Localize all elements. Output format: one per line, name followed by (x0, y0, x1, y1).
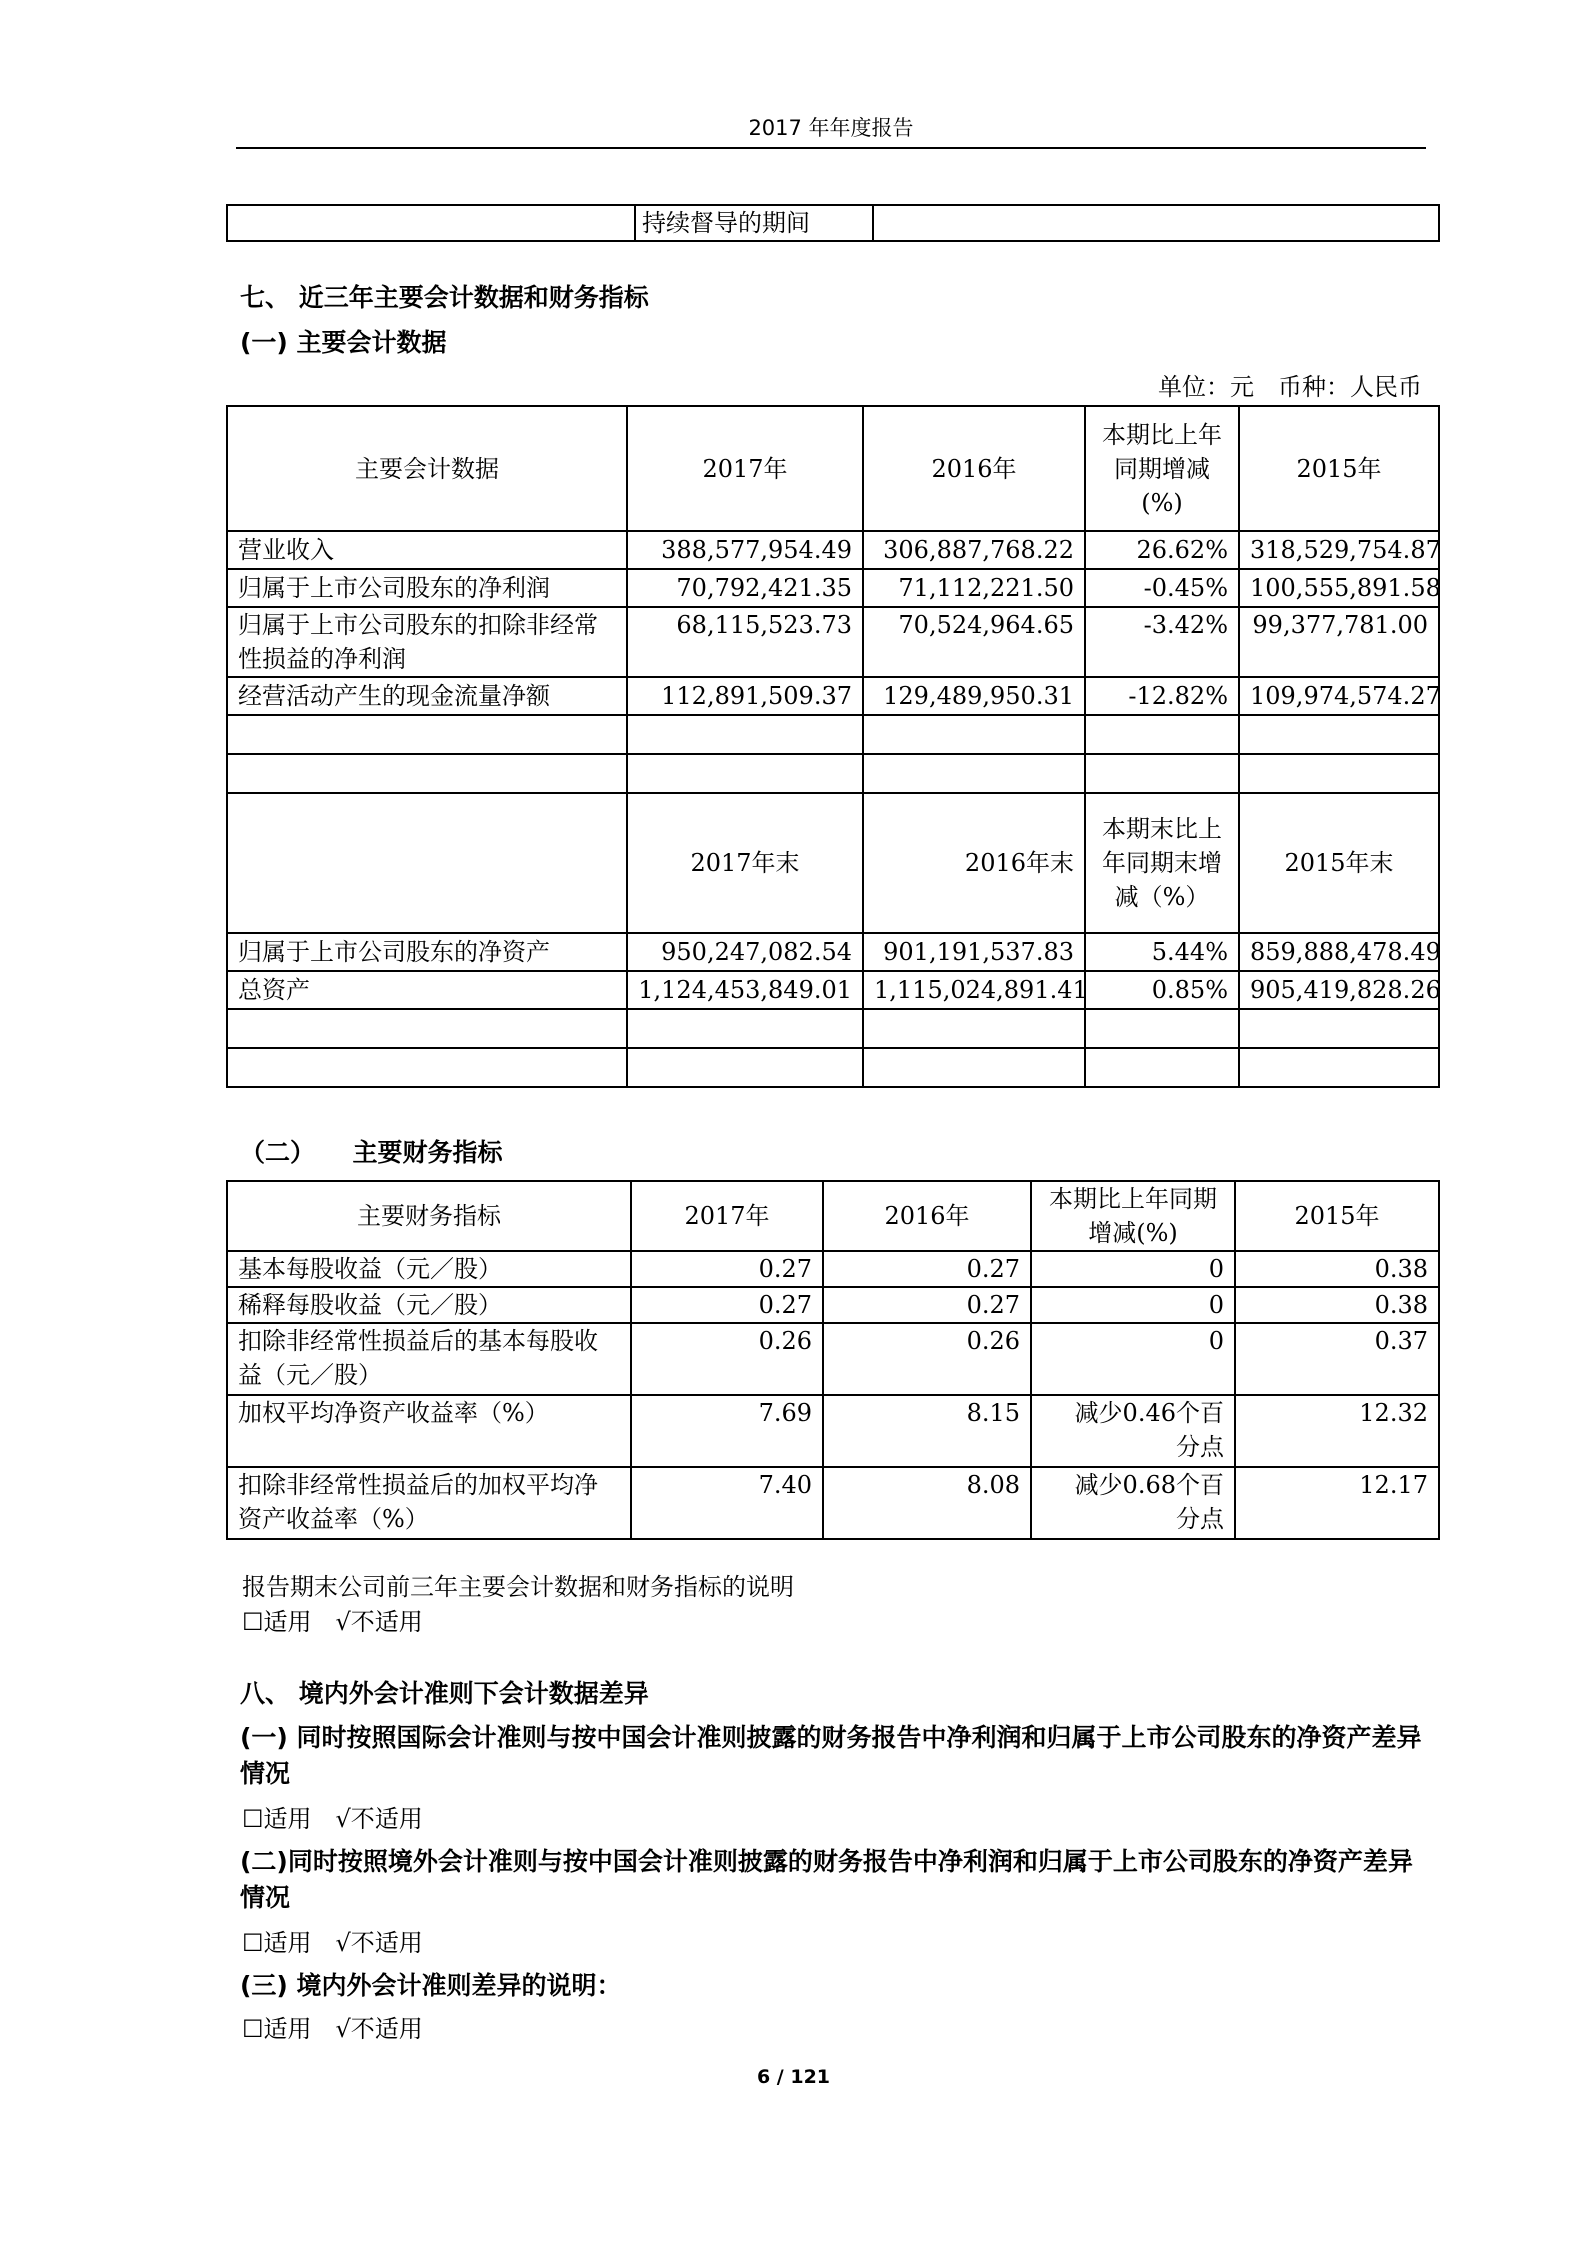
empty-row (227, 1048, 1439, 1087)
continuation-table (226, 204, 1440, 242)
value-cell: 112,891,509.37 (627, 677, 863, 715)
value-cell: 129,489,950.31 (863, 677, 1085, 715)
table-header-row-2 (227, 793, 1439, 933)
empty-cell (227, 715, 627, 754)
continuation-label: 持续督导的期间 (635, 205, 873, 241)
value-cell: 70,524,964.65 (863, 607, 1085, 677)
row-label: 扣除非经常性损益后的基本每股收益（元／股） (227, 1323, 631, 1395)
value-cell: 减少0.46个百分点 (1031, 1395, 1235, 1467)
row-label: 归属于上市公司股东的净利润 (227, 569, 627, 607)
table-row (227, 971, 1439, 1009)
accounting-data-table (226, 405, 1440, 1088)
table-row (227, 531, 1439, 569)
header-cell: 2016年末 (863, 793, 1085, 933)
value-cell: 0.27 (631, 1287, 823, 1323)
value-cell: -0.45% (1085, 569, 1239, 607)
applicable-checkbox: ☐适用 √不适用 (242, 1608, 423, 1636)
value-cell: 109,974,574.27 (1239, 677, 1439, 715)
value-cell: 0.38 (1235, 1287, 1439, 1323)
subsection-1-heading: (一) 主要会计数据 (240, 328, 447, 357)
value-cell: 12.17 (1235, 1467, 1439, 1539)
table-row (227, 607, 1439, 677)
section-8-item-1: (一) 同时按照国际会计准则与按中国会计准则披露的财务报告中净利润和归属于上市公司股东的净资产差异情况 (240, 1723, 1422, 1788)
empty-cell (1085, 715, 1239, 754)
header-cell: 本期比上年同期增减(%) (1031, 1181, 1235, 1251)
empty-cell (1239, 1009, 1439, 1048)
value-cell: 318,529,754.87 (1239, 531, 1439, 569)
empty-cell (863, 1009, 1085, 1048)
header-cell: 本期比上年同期增减(%) (1085, 406, 1239, 531)
value-cell: 0 (1031, 1287, 1235, 1323)
empty-cell (873, 205, 1439, 241)
indicator-note: 报告期末公司前三年主要会计数据和财务指标的说明 (242, 1573, 794, 1601)
value-cell: 950,247,082.54 (627, 933, 863, 971)
table-row (227, 1395, 1439, 1467)
header-cell: 2015年 (1235, 1181, 1439, 1251)
value-cell: 901,191,537.83 (863, 933, 1085, 971)
value-cell: 0.26 (823, 1323, 1031, 1395)
value-cell: 0.37 (1235, 1323, 1439, 1395)
table-header-row (227, 1181, 1439, 1251)
value-cell: -3.42% (1085, 607, 1239, 677)
empty-cell (227, 1048, 627, 1087)
value-cell: -12.82% (1085, 677, 1239, 715)
table-header-row (227, 406, 1439, 531)
value-cell: 8.15 (823, 1395, 1031, 1467)
value-cell: 0.27 (823, 1251, 1031, 1287)
empty-row (227, 715, 1439, 754)
header-cell: 2015年 (1239, 406, 1439, 531)
financial-indicators-table (226, 1180, 1440, 1540)
value-cell: 0 (1031, 1251, 1235, 1287)
value-cell: 306,887,768.22 (863, 531, 1085, 569)
header-cell: 2015年末 (1239, 793, 1439, 933)
row-label: 扣除非经常性损益后的加权平均净资产收益率（%） (227, 1467, 631, 1539)
empty-row (227, 754, 1439, 793)
page-number: 6 / 121 (756, 2066, 831, 2088)
table-row (227, 1323, 1439, 1395)
value-cell: 26.62% (1085, 531, 1239, 569)
table-row (227, 569, 1439, 607)
table-row (227, 1467, 1439, 1539)
value-cell: 8.08 (823, 1467, 1031, 1539)
header-cell (227, 793, 627, 933)
row-label: 稀释每股收益（元／股） (227, 1287, 631, 1323)
table-row (227, 1251, 1439, 1287)
empty-cell (227, 1009, 627, 1048)
table-row (227, 677, 1439, 715)
applicable-checkbox: ☐适用 √不适用 (242, 1929, 423, 1957)
section-7-heading: 七、 近三年主要会计数据和财务指标 (240, 283, 649, 312)
empty-cell (1085, 1009, 1239, 1048)
section-8-item-3: (三) 境内外会计准则差异的说明： (240, 1971, 622, 2000)
empty-cell (1239, 1048, 1439, 1087)
value-cell: 5.44% (1085, 933, 1239, 971)
section-8-item-2: (二)同时按照境外会计准则与按中国会计准则披露的财务报告中净利润和归属于上市公司股东的净资产差异情况 (240, 1847, 1413, 1912)
header-cell: 本期末比上年同期末增减（%） (1085, 793, 1239, 933)
value-cell: 99,377,781.00 (1239, 607, 1439, 677)
empty-cell (627, 1048, 863, 1087)
table-row (227, 933, 1439, 971)
value-cell: 905,419,828.26 (1239, 971, 1439, 1009)
page-header-title: 2017 年年度报告 (748, 116, 914, 140)
value-cell: 12.32 (1235, 1395, 1439, 1467)
empty-cell (863, 1048, 1085, 1087)
unit-label: 单位：元 币种：人民币 (1158, 373, 1422, 401)
value-cell: 1,115,024,891.41 (863, 971, 1085, 1009)
value-cell: 71,112,221.50 (863, 569, 1085, 607)
value-cell: 0.27 (631, 1251, 823, 1287)
header-cell: 2017年 (627, 406, 863, 531)
value-cell: 1,124,453,849.01 (627, 971, 863, 1009)
value-cell: 7.69 (631, 1395, 823, 1467)
value-cell: 859,888,478.49 (1239, 933, 1439, 971)
value-cell: 100,555,891.58 (1239, 569, 1439, 607)
empty-cell (627, 715, 863, 754)
row-label: 归属于上市公司股东的扣除非经常性损益的净利润 (227, 607, 627, 677)
empty-row (227, 1009, 1439, 1048)
empty-cell (1085, 1048, 1239, 1087)
table-row (227, 1287, 1439, 1323)
row-label: 营业收入 (227, 531, 627, 569)
value-cell: 0.85% (1085, 971, 1239, 1009)
value-cell: 0.27 (823, 1287, 1031, 1323)
header-cell: 2017年末 (627, 793, 863, 933)
empty-cell (227, 754, 627, 793)
header-rule (236, 147, 1426, 149)
row-label: 基本每股收益（元／股） (227, 1251, 631, 1287)
value-cell: 70,792,421.35 (627, 569, 863, 607)
value-cell: 388,577,954.49 (627, 531, 863, 569)
value-cell: 68,115,523.73 (627, 607, 863, 677)
empty-cell (1239, 754, 1439, 793)
row-label: 归属于上市公司股东的净资产 (227, 933, 627, 971)
section-8-heading: 八、 境内外会计准则下会计数据差异 (240, 1679, 649, 1708)
header-cell: 2016年 (823, 1181, 1031, 1251)
value-cell: 0 (1031, 1323, 1235, 1395)
row-label: 总资产 (227, 971, 627, 1009)
value-cell: 0.26 (631, 1323, 823, 1395)
value-cell: 0.38 (1235, 1251, 1439, 1287)
value-cell: 7.40 (631, 1467, 823, 1539)
empty-cell (1085, 754, 1239, 793)
applicable-checkbox: ☐适用 √不适用 (242, 2015, 423, 2043)
empty-cell (627, 754, 863, 793)
empty-cell (227, 205, 635, 241)
empty-cell (863, 754, 1085, 793)
row-label: 加权平均净资产收益率（%） (227, 1395, 631, 1467)
header-cell: 主要会计数据 (227, 406, 627, 531)
empty-cell (627, 1009, 863, 1048)
row-label: 经营活动产生的现金流量净额 (227, 677, 627, 715)
subsection-2-heading: （二） 主要财务指标 (240, 1138, 503, 1167)
value-cell: 减少0.68个百分点 (1031, 1467, 1235, 1539)
applicable-checkbox: ☐适用 √不适用 (242, 1805, 423, 1833)
header-cell: 2017年 (631, 1181, 823, 1251)
header-cell: 2016年 (863, 406, 1085, 531)
empty-cell (863, 715, 1085, 754)
empty-cell (1239, 715, 1439, 754)
header-cell: 主要财务指标 (227, 1181, 631, 1251)
